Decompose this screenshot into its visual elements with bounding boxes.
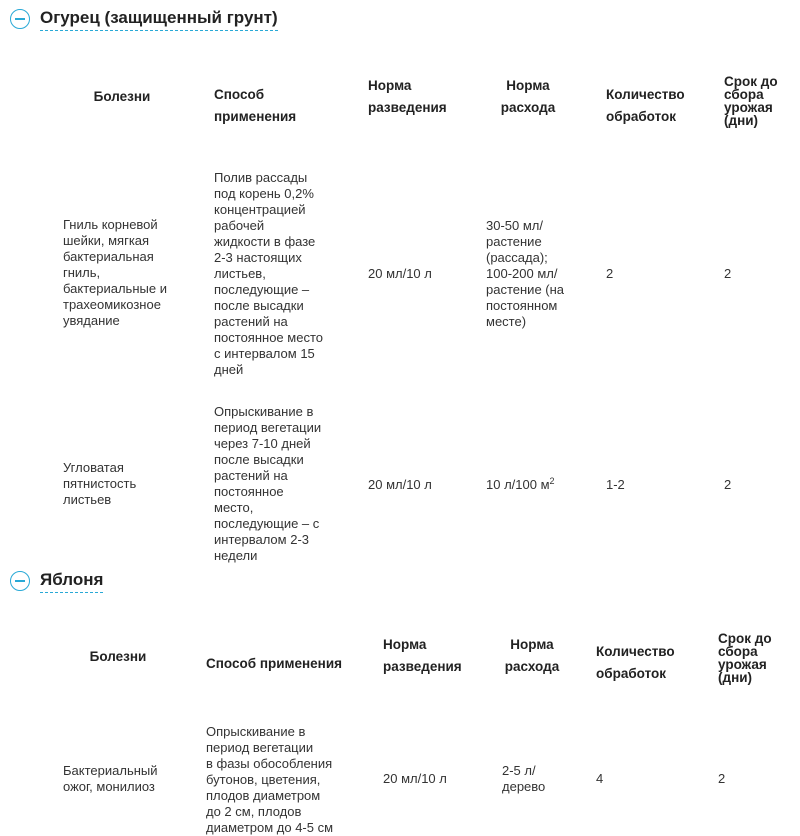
header-disease: Болезни	[93, 89, 151, 104]
collapse-toggle-icon[interactable]	[10, 9, 30, 29]
table-row-1-disease: Гниль корневой шейки, мягкая бактериальная гниль, бактериальные и трахеомикозное увядание	[63, 217, 167, 328]
table-row-1-dilution: 20 мл/10 л	[383, 771, 447, 786]
section-title: Яблоня	[40, 570, 103, 593]
header-method: Способ применения	[214, 87, 297, 124]
collapse-toggle-icon[interactable]	[10, 571, 30, 591]
table-row-2-dilution: 20 мл/10 л	[368, 477, 432, 492]
section-header-cucumber	[10, 7, 278, 31]
header-dilution: Норма разведения	[368, 78, 447, 115]
header-consumption: Норма расхода	[504, 637, 560, 674]
table-row-1-term: 2	[724, 266, 732, 281]
header-harvest-term: Срок до сбора урожая (дни)	[724, 74, 778, 128]
table-row-1-consumption: 2-5 л/ дерево	[502, 763, 546, 794]
table-row-1-dilution: 20 мл/10 л	[368, 266, 432, 281]
table-row-2-disease: Угловатая пятнистость листьев	[63, 460, 137, 507]
section-header-apple	[10, 569, 103, 593]
header-method: Способ применения	[206, 656, 343, 671]
header-harvest-term: Срок до сбора урожая (дни)	[718, 631, 772, 685]
table-row-1-method: Опрыскивание в период вегетации в фазы обособления бутонов, цветения, плодов диаметром до 2 см, плодов диаметром до 4-5 см	[206, 724, 334, 835]
header-treatment-count: Количество обработок	[596, 644, 675, 681]
section-title: Огурец (защищенный грунт)	[40, 8, 278, 31]
table-row-2-term: 2	[724, 477, 732, 492]
table-row-2-count: 1-2	[606, 477, 625, 492]
table-row-1-method: Полив рассады под корень 0,2% концентрацией рабочей жидкости в фазе 2-3 настоящих листьев, последующие – после высадки растений на постоянное место с интервалом 15 дней	[214, 170, 323, 377]
header-disease: Болезни	[89, 649, 147, 664]
table-row-1-consumption: 30-50 мл/ растение (рассада); 100-200 мл/ растение (на постоянном месте)	[486, 218, 565, 329]
header-consumption: Норма расхода	[500, 78, 556, 115]
table-row-2-consumption: 10 л/100 $м^2$	[486, 476, 555, 492]
table-row-1-count: 4	[596, 771, 604, 786]
table-row-1-term: 2	[718, 771, 726, 786]
table-row-1-count: 2	[606, 266, 614, 281]
table-row-1-disease: Бактериальный ожог, монилиоз	[63, 763, 158, 794]
header-dilution: Норма разведения	[383, 637, 462, 674]
table-row-2-method: Опрыскивание в период вегетации через 7-10 дней после высадки растений на постоянное место, последующие – с интервалом 2-3 недели	[214, 404, 322, 563]
header-treatment-count: Количество обработок	[606, 87, 685, 124]
